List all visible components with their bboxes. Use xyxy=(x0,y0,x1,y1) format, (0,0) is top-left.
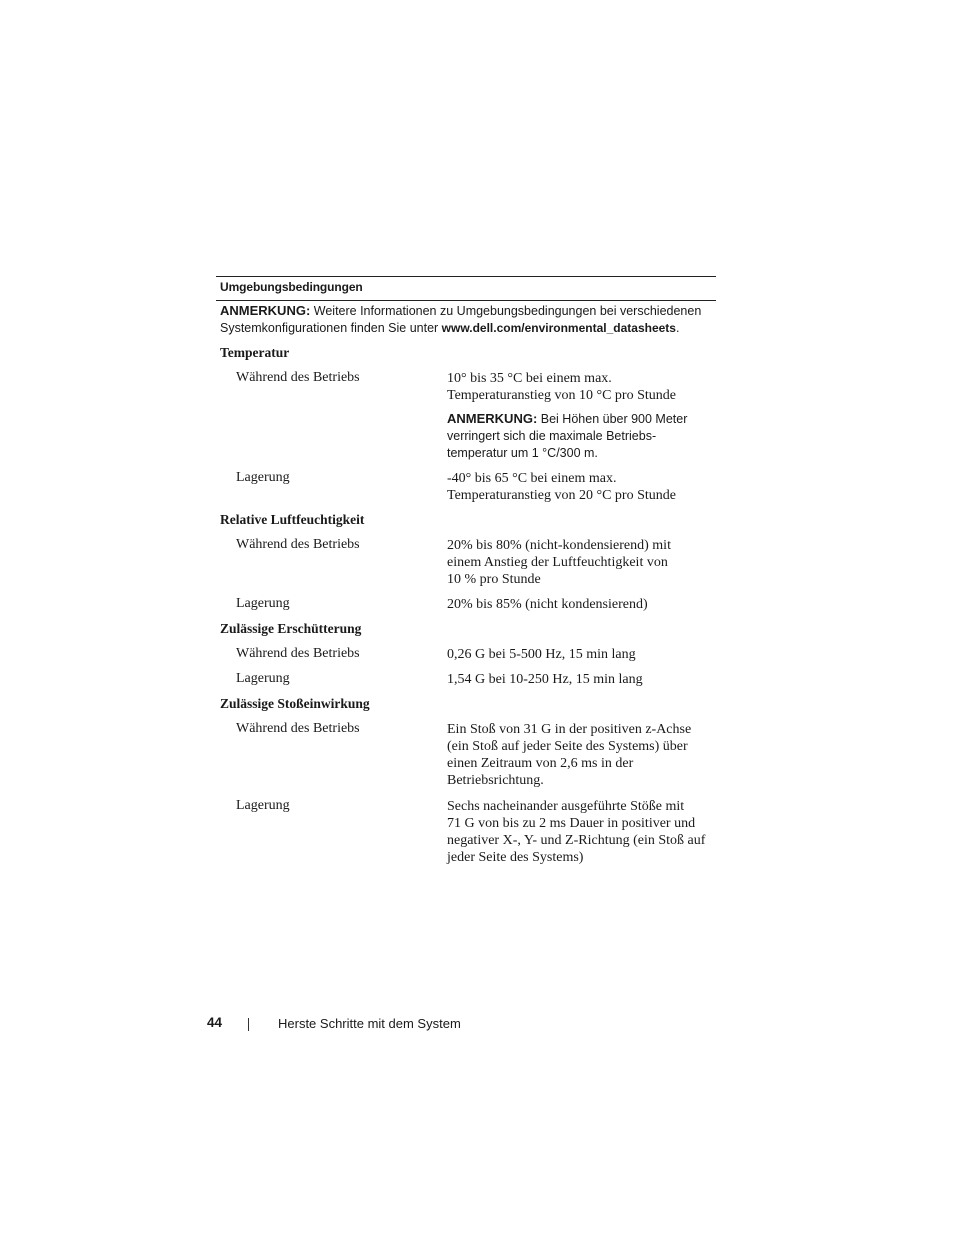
note-line2-pre: Systemkonfigurationen finden Sie unter xyxy=(220,321,442,335)
environmental-datasheets-link[interactable]: www.dell.com/environmental_datasheets xyxy=(441,321,676,335)
value-line: 20% bis 85% (nicht kondensierend) xyxy=(447,597,648,612)
vibration-storage-label: Lagerung xyxy=(236,671,290,686)
value-line: 1,54 G bei 10-250 Hz, 15 min lang xyxy=(447,672,643,687)
altitude-note-label: ANMERKUNG: xyxy=(447,411,538,426)
altitude-note-line2: verringert sich die maximale Betriebs- xyxy=(447,429,657,443)
note-line2-post: . xyxy=(675,321,680,335)
shock-operating-label: Während des Betriebs xyxy=(236,721,360,736)
temperature-operating-label: Während des Betriebs xyxy=(236,370,360,385)
note-label: ANMERKUNG: xyxy=(220,303,311,318)
value-line: Sechs nacheinander ausgeführte Stöße mit xyxy=(447,799,685,814)
value-line: negativer X-, Y- und Z-Richtung (ein Stoß auf xyxy=(447,833,706,848)
section-title-vibration: Zulässige Erschütterung xyxy=(220,621,362,636)
shock-storage-value xyxy=(447,798,717,866)
value-line: jeder Seite des Systems) xyxy=(447,850,584,865)
note-line1: Weitere Informationen zu Umgebungsbedingungen bei verschiedenen xyxy=(313,304,702,318)
table-header xyxy=(216,276,716,301)
value-line: 10 % pro Stunde xyxy=(447,572,541,587)
value-line: einen Zeitraum von 2,6 ms in der xyxy=(447,756,634,771)
temperature-storage-label: Lagerung xyxy=(236,470,290,485)
altitude-note-line3: temperatur um 1 °C/300 m. xyxy=(447,446,598,460)
temperature-altitude-note xyxy=(447,410,687,462)
vibration-operating-label: Während des Betriebs xyxy=(236,646,360,661)
humidity-operating-label: Während des Betriebs xyxy=(236,537,360,552)
page-number: 44 xyxy=(207,1015,223,1030)
temperature-operating-value xyxy=(447,370,717,404)
value-line: Ein Stoß von 31 G in der positiven z-Achse xyxy=(447,722,692,737)
value-line: 10° bis 35 °C bei einem max. xyxy=(447,371,612,386)
section-title-shock: Zulässige Stoßeinwirkung xyxy=(220,696,370,711)
value-line: Temperaturanstieg von 10 °C pro Stunde xyxy=(447,388,676,403)
value-line: Temperaturanstieg von 20 °C pro Stunde xyxy=(447,488,676,503)
value-line: -40° bis 65 °C bei einem max. xyxy=(447,471,617,486)
value-line: (ein Stoß auf jeder Seite des Systems) über xyxy=(447,739,688,754)
vibration-operating-value xyxy=(447,646,717,663)
table-title: Umgebungsbedingungen xyxy=(220,280,363,294)
vibration-storage-value xyxy=(447,671,717,688)
value-line: einem Anstieg der Luftfeuchtigkeit von xyxy=(447,555,668,570)
value-line: 71 G von bis zu 2 ms Dauer in positiver und xyxy=(447,816,696,831)
humidity-storage-label: Lagerung xyxy=(236,596,290,611)
value-line: Betriebsrichtung. xyxy=(447,773,544,788)
altitude-note-line1: Bei Höhen über 900 Meter xyxy=(540,412,688,426)
section-title-temperature: Temperatur xyxy=(220,345,290,360)
humidity-storage-value xyxy=(447,596,717,613)
value-line: 20% bis 80% (nicht-kondensierend) mit xyxy=(447,538,671,553)
temperature-storage-value xyxy=(447,470,717,504)
footer-separator xyxy=(248,1018,249,1031)
shock-storage-label: Lagerung xyxy=(236,798,290,813)
shock-operating-value xyxy=(447,721,717,789)
chapter-title: Herste Schritte mit dem System xyxy=(278,1016,461,1031)
humidity-operating-value xyxy=(447,537,717,588)
value-line: 0,26 G bei 5-500 Hz, 15 min lang xyxy=(447,647,636,662)
general-note xyxy=(220,302,701,337)
section-title-humidity: Relative Luftfeuchtigkeit xyxy=(220,512,365,527)
